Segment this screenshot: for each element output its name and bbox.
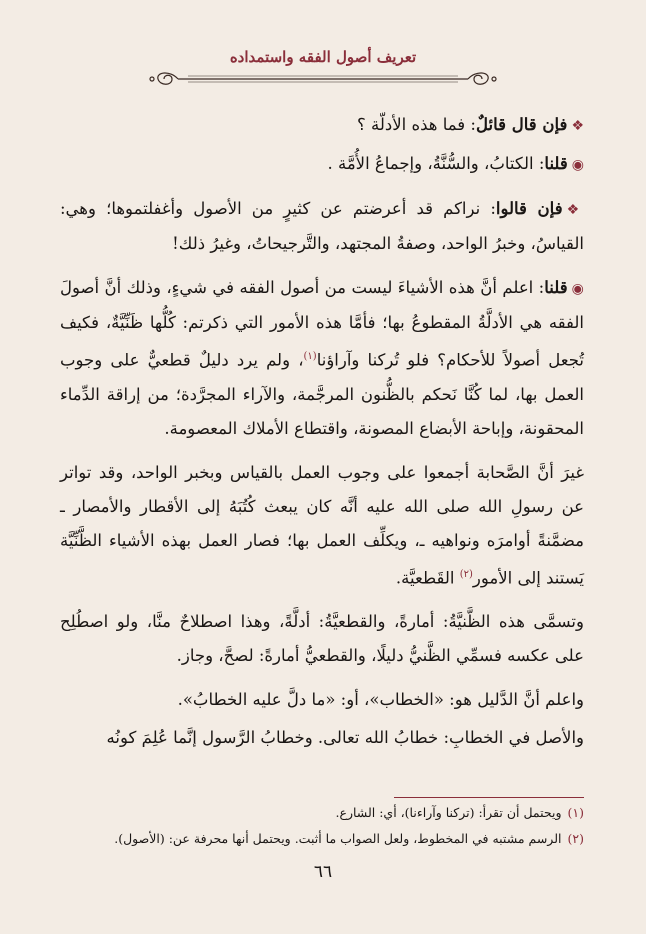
footnotes <box>60 800 584 852</box>
paragraph-reply-2 <box>60 271 584 446</box>
paragraph-objection-2 <box>60 192 584 261</box>
header-ornament <box>148 68 498 90</box>
paragraph-text: والأصل في الخطابِ: خطابُ الله تعالى. وخطابُ الرَّسول إنَّما عُلِمَ كونُه <box>106 728 584 747</box>
paragraph-sahaba <box>60 456 584 596</box>
running-title: تعريف أصول الفقه واستمداده <box>229 48 417 66</box>
ornament-marker: ◉ <box>571 281 584 297</box>
main-text <box>60 108 584 765</box>
ornament-marker: ◉ <box>571 157 584 173</box>
paragraph-text: القَطعيَّة. <box>395 568 460 587</box>
ornament-marker: ❖ <box>571 118 584 134</box>
paragraph-terminology <box>60 605 584 673</box>
paragraph-khitab <box>60 721 584 755</box>
lead-phrase: فإن قالوا <box>495 199 563 218</box>
footnote-number: (١) <box>567 805 584 820</box>
footnote-text: ويحتمل أن تقرأ: (تركنا وآراءنا)، أي: الشارع. <box>335 805 562 820</box>
paragraph-reply-1 <box>60 147 584 182</box>
footnote-text: الرسم مشتبه في المخطوط، ولعل الصواب ما أثبت. ويحتمل أنها محرفة عن: (الأصول). <box>114 831 562 846</box>
page-number: ٦٦ <box>313 862 333 882</box>
paragraph-objection-1 <box>60 108 584 143</box>
paragraph-text: واعلم أنَّ الدَّليل هو: «الخطاب»، أو: «ما دلَّ عليه الخطابُ». <box>177 690 584 709</box>
paragraph-text: : نراكم قد أعرضتم عن كثيرٍ من الأصول وأغفلتموها؛ وهي: القياسُ، وخبرُ الواحد، وصفةُ المجتهد، والتَّرجيحاتُ، وغيرُ ذلك! <box>60 199 584 253</box>
lead-phrase: قلنا <box>544 154 568 173</box>
footnote-ref-1[interactable]: (١) <box>303 351 317 362</box>
paragraph-text: : الكتابُ، والسُّنَّةُ، وإجماعُ الأُمَّة . <box>327 154 545 173</box>
paragraph-text: وتسمَّى هذه الظَّنيَّةُ: أمارةً، والقطعيَّةُ: أدلَّةً، وهذا اصطلاحٌ منَّا، ولو اصطُلِح على عكسه فسمِّي الظَّنيُّ دليلًا، والقطعيُّ أمارةً: لصحَّ، وجاز. <box>60 612 584 665</box>
paragraph-text: : فما هذه الأدلّة ؟ <box>357 115 476 134</box>
paragraph-text: غيرَ أنَّ الصَّحابة أجمعوا على وجوب العمل بالقياس وبخبر الواحد، وقد تواتر عن رسولِ الله صلى الله عليه أنَّه كان يبعث كُتُبَهُ إلى الأقطار والأمصار ـ مضمَّنةً أوامرَه ونواهيه ـ، ويكلِّف العمل بها؛ فصار العمل بهذه الأشياء الظَّنِّيَّة يَستند إلى الأمور <box>60 462 584 587</box>
ornament-marker: ❖ <box>566 202 584 218</box>
footnote-number: (٢) <box>567 831 584 846</box>
paragraph-definition <box>60 683 584 717</box>
lead-phrase: قلنا <box>544 278 568 297</box>
paragraph-text: ، ولم يرد دليلٌ قطعيٌّ على وجوب العمل بها، لما كُنَّا نَحكم بالظُّنون المرجَّمة، والآراء المجرَّدة؛ من إراقة الدِّماء المحقونة، وإباحة الأبضاع المصونة، واقتطاع الأملاك المعصومة. <box>60 350 584 438</box>
paragraph-text: : اعلم أنَّ هذه الأشياءَ ليست من أصول الفقه في شيءٍ، وذلك أنَّ أصولَ الفقه هي الأدلَّةُ المقطوعُ بها؛ فأمَّا هذه الأمور التي ذكرتم: كُلُّها ظَنِّيَّةٌ، فكيف تُجعل أصولاً للأحكام؟ فلو تُركنا وآراؤنا <box>60 278 584 370</box>
footnote-item <box>60 800 584 826</box>
lead-phrase: فإن قال قائلٌ <box>476 115 568 134</box>
footnote-item <box>60 826 584 852</box>
footnote-ref-2[interactable]: (٢) <box>459 568 473 580</box>
footnote-divider <box>394 797 584 798</box>
